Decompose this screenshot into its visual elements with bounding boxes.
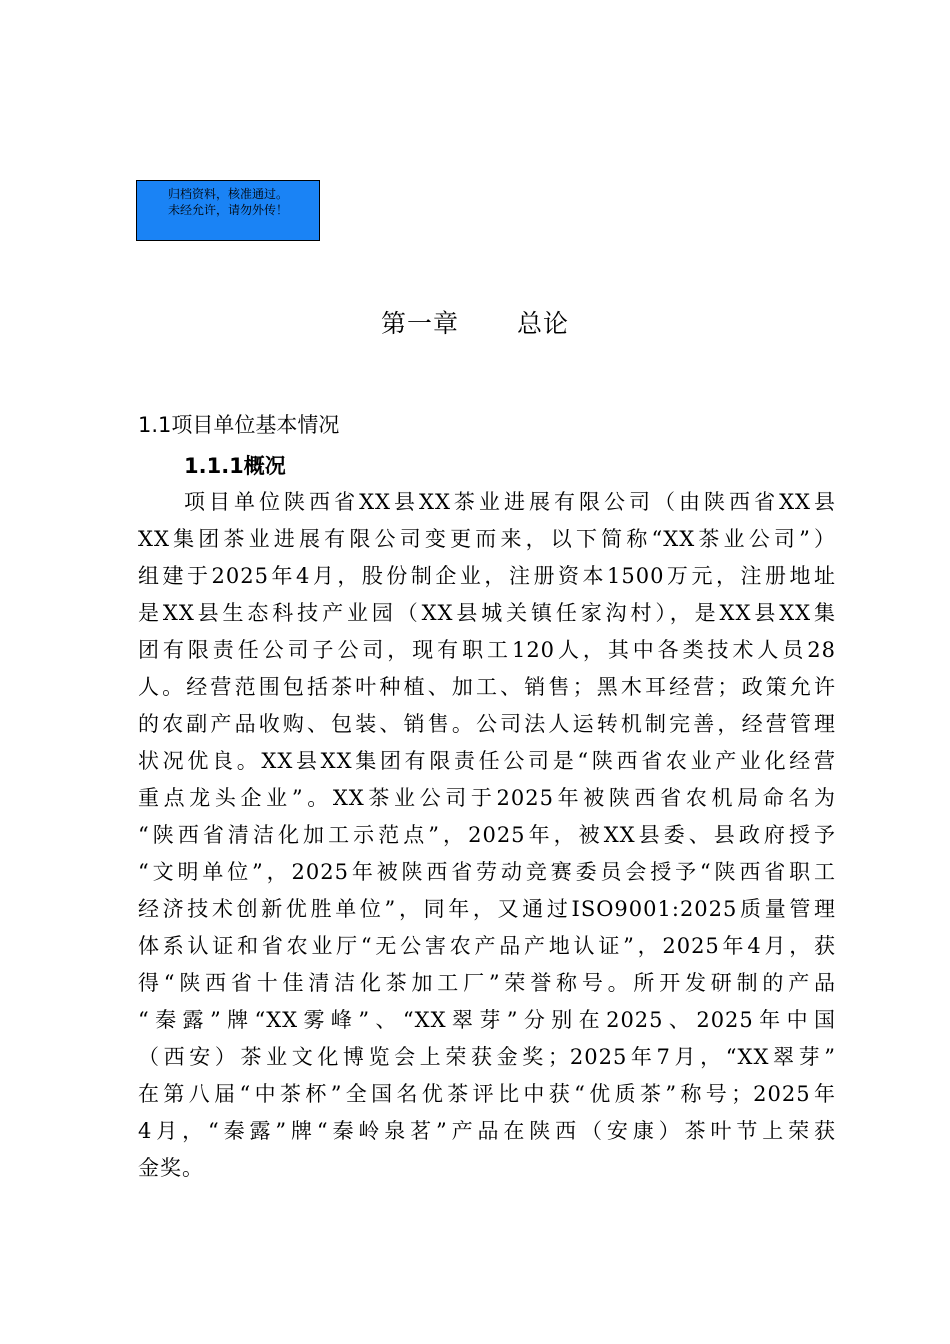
body-line: 项目单位陕西省XX县XX茶业进展有限公司（由陕西省XX县 (184, 490, 836, 514)
subsection-heading: 1.1.1概况 (184, 454, 286, 478)
body-line: 得“陕西省十佳清洁化茶加工厂”荣誉称号。所开发研制的产品 (138, 971, 836, 995)
body-line: “秦露”牌“XX雾峰”、“XX翠芽”分别在2025、2025年中国 (138, 1008, 836, 1032)
section-heading: 1.1项目单位基本情况 (138, 413, 340, 437)
body-line: 状况优良。XX县XX集团有限责任公司是“陕西省农业产业化经营 (138, 749, 836, 773)
body-line: （西安）茶业文化博览会上荣获金奖；2025年7月，“XX翠芽” (138, 1045, 836, 1069)
archive-stamp (136, 180, 320, 241)
chapter-title (0, 306, 950, 342)
body-line: 重点龙头企业”。XX茶业公司于2025年被陕西省农机局命名为 (138, 786, 836, 810)
body-line: 团有限责任公司子公司，现有职工120人，其中各类技术人员28 (138, 638, 836, 662)
chapter-name: 总论 (517, 309, 570, 338)
body-line: 4月，“秦露”牌“秦岭泉茗”产品在陕西（安康）茶叶节上荣获 (138, 1119, 836, 1143)
body-line: 金奖。 (138, 1156, 204, 1180)
body-line: 人。经营范围包括茶叶种植、加工、销售；黑木耳经营；政策允许 (138, 675, 836, 699)
body-line: 体系认证和省农业厅“无公害农产品产地认证”，2025年4月，获 (138, 934, 836, 958)
body-line: 经济技术创新优胜单位”，同年，又通过ISO9001:2025质量管理 (138, 897, 837, 921)
chapter-number: 第一章 (380, 309, 459, 338)
body-line: 组建于2025年4月，股份制企业，注册资本1500万元，注册地址 (138, 564, 836, 588)
body-paragraph (138, 484, 836, 1187)
body-line: 是XX县生态科技产业园（XX县城关镇任家沟村），是XX县XX集 (138, 601, 836, 625)
body-line: 在第八届“中茶杯”全国名优茶评比中获“优质茶”称号；2025年 (138, 1082, 836, 1106)
body-line: “文明单位”，2025年被陕西省劳动竞赛委员会授予“陕西省职工 (138, 860, 836, 884)
stamp-line-1: 归档资料，核准通过。 (167, 187, 288, 201)
body-line: 的农副产品收购、包装、销售。公司法人运转机制完善，经营管理 (138, 712, 836, 736)
body-line: XX集团茶业进展有限公司变更而来，以下简称“XX茶业公司”） (138, 527, 836, 551)
stamp-line-2: 未经允许，请勿外传！ (167, 203, 288, 217)
body-line: “陕西省清洁化加工示范点”，2025年，被XX县委、县政府授予 (138, 823, 836, 847)
